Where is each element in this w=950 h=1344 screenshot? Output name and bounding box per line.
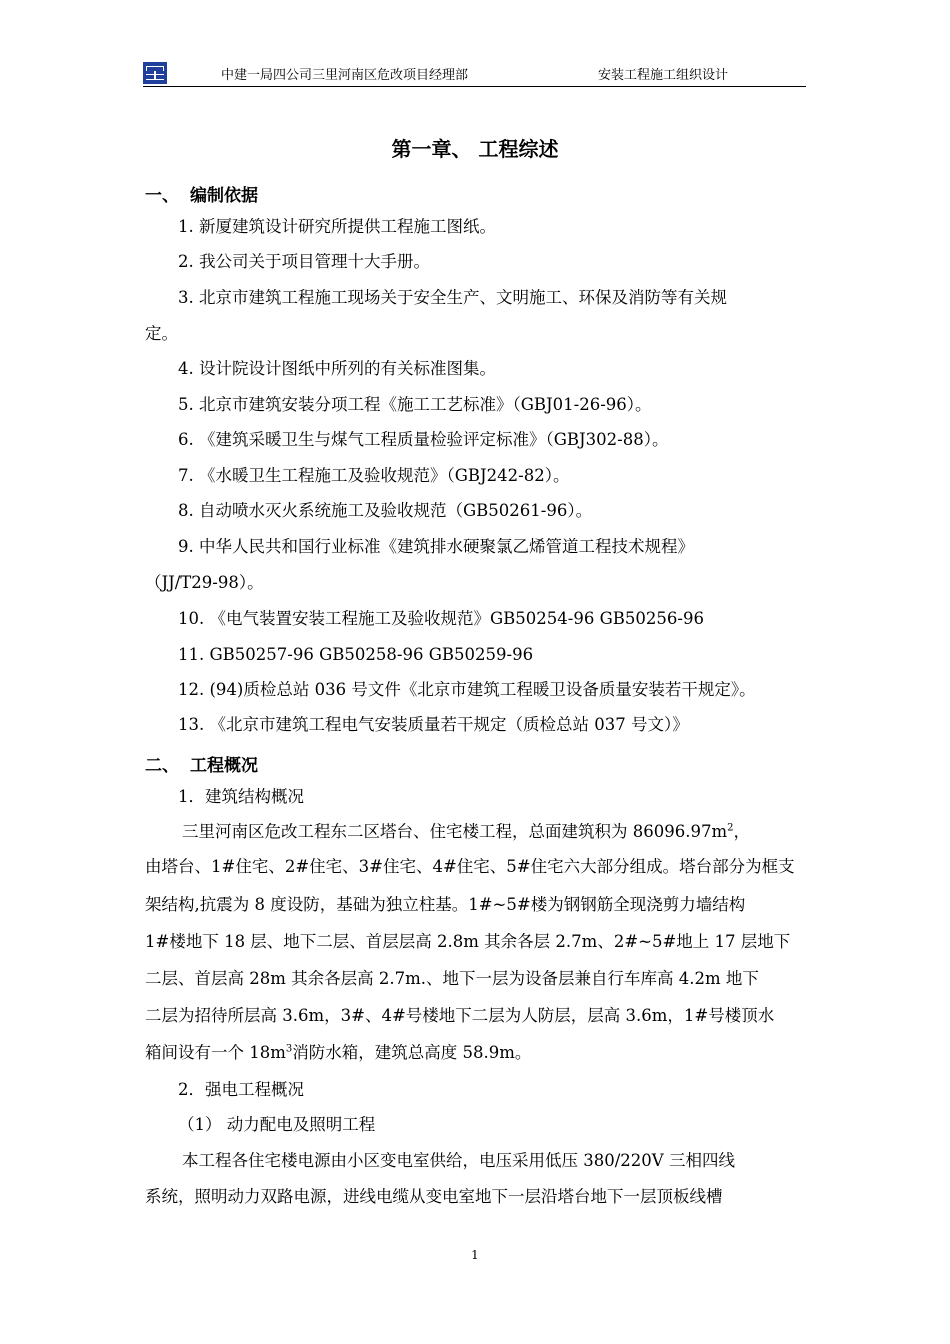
section-number: 二、 (145, 756, 179, 776)
section-number: 一、 (145, 186, 179, 206)
reference-item: 6. 《建筑采暖卫生与煤气工程质量检验评定标准》（GBJ302-88）。 (178, 430, 669, 449)
paragraph-line: 二层为招待所层高 3.6m，3#、4#号楼地下二层为人防层，层高 3.6m，1#号楼顶水 (145, 1006, 775, 1025)
subheading-power: 2．强电工程概况 (178, 1080, 304, 1099)
reference-item: 11. GB50257-96 GB50258-96 GB50259-96 (178, 645, 534, 664)
paragraph-line: 系统，照明动力双路电源，进线电缆从变电室地下一层沿塔台地下一层顶板线槽 (145, 1187, 723, 1206)
reference-item: 9. 中华人民共和国行业标准《建筑排水硬聚氯乙烯管道工程技术规程》 (178, 537, 694, 556)
reference-item: 12. (94)质检总站 036 号文件《北京市建筑工程暖卫设备质量安装若干规定》。 (178, 680, 756, 699)
section-heading-basis (145, 181, 258, 206)
reference-item: 13. 《北京市建筑工程电气安装质量若干规定（质检总站 037 号文）》 (178, 715, 689, 734)
reference-item: 5. 北京市建筑安装分项工程《施工工艺标准》（GBJ01-26-96）。 (178, 395, 652, 414)
paragraph-line: 1#楼地下 18 层、地下二层、首层层高 2.8m 其余各层 2.7m、2#~5#地上 17 层地下 (145, 932, 791, 951)
reference-item: 2. 我公司关于项目管理十大手册。 (178, 252, 430, 271)
paragraph-line: 三里河南区危改工程东二区塔台、住宅楼工程，总面建筑积为 $86096.97m^2$， (182, 822, 750, 841)
paragraph-line: 本工程各住宅楼电源由小区变电室供给，电压采用低压 380/220V 三相四线 (182, 1151, 735, 1170)
reference-item-continuation: （JJ/T29-98）。 (145, 573, 264, 592)
reference-item: 7. 《水暖卫生工程施工及验收规范》（GBJ242-82）。 (178, 466, 570, 485)
reference-item: 8. 自动喷水灭火系统施工及验收规范（GB50261-96）。 (178, 501, 593, 520)
subheading-lighting: （1） 动力配电及照明工程 (178, 1115, 376, 1134)
paragraph-line: 箱间设有一个 $18m^3$消防水箱，建筑总高度 58.9m。 (145, 1043, 532, 1062)
header-doc-title: 安装工程施工组织设计 (598, 68, 729, 83)
reference-item: 1. 新厦建筑设计研究所提供工程施工图纸。 (178, 217, 496, 236)
company-logo-icon (143, 62, 167, 84)
header-company: 中建一局四公司三里河南区危改项目经理部 (221, 68, 469, 83)
reference-item-continuation: 定。 (145, 324, 178, 343)
reference-item: 4. 设计院设计图纸中所列的有关标准图集。 (178, 359, 496, 378)
page-header (143, 60, 806, 87)
page-number: 1 (471, 1248, 479, 1262)
chapter-title: 第一章、 工程综述 (391, 137, 559, 161)
reference-item: 10. 《电气装置安装工程施工及验收规范》GB50254-96 GB50256-96 (178, 609, 704, 628)
section-heading-overview (145, 751, 258, 776)
section-title: 编制依据 (190, 186, 258, 206)
section-title: 工程概况 (190, 756, 258, 776)
reference-item: 3. 北京市建筑工程施工现场关于安全生产、文明施工、环保及消防等有关规 (178, 288, 727, 307)
paragraph-line: 架结构,抗震为 8 度设防，基础为独立柱基。1#~5#楼为钢钢筋全现浇剪力墙结构 (145, 895, 746, 914)
paragraph-line: 二层、首层高 28m 其余各层高 2.7m.、地下一层为设备层兼自行车库高 4.2m 地下 (145, 969, 759, 988)
subheading-structure: 1．建筑结构概况 (178, 787, 304, 806)
paragraph-line: 由塔台、1#住宅、2#住宅、3#住宅、4#住宅、5#住宅六大部分组成。塔台部分为框支 (145, 857, 795, 876)
